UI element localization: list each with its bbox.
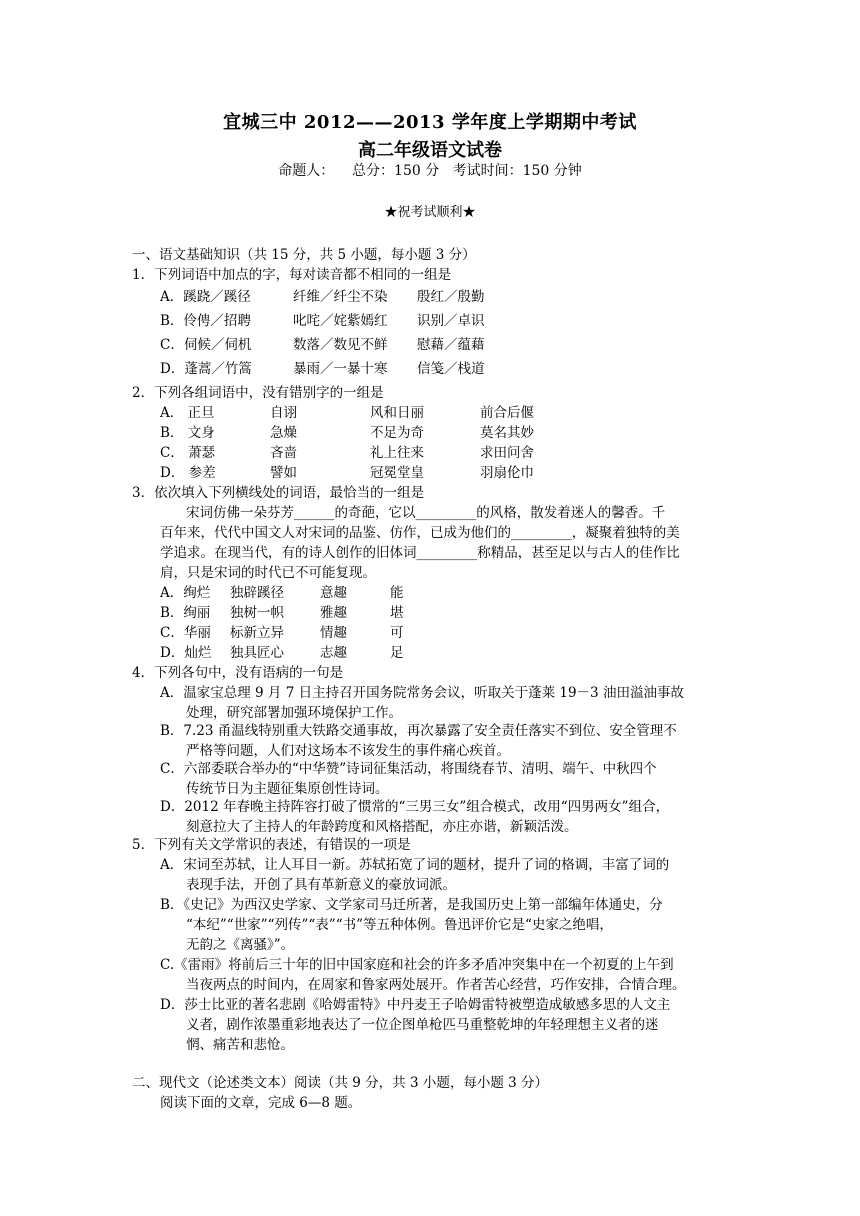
q1-option-a [160,288,537,306]
q4-stem: 4．下列各句中，没有语病的一句是 [132,665,344,681]
q2-d-2: 譬如 [270,465,297,481]
q3-a-4: 能 [390,585,404,601]
q5-option-a-cont: 表现手法，开创了具有革新意义的豪放词派。 [186,877,456,893]
q5-stem: 5．下列有关文学常识的表述，有错误的一项是 [132,837,411,853]
q3-b-1: B．绚丽 [160,605,211,621]
q3-a-3: 意趣 [320,585,347,601]
exam-meta: 命题人： 总分：150 分 考试时间：150 分钟 [278,163,582,179]
q4-option-a-cont: 处理，研究部署加强环境保护工作。 [186,705,402,721]
section1-heading: 一、语文基础知识（共 15 分，共 5 小题，每小题 3 分） [132,247,476,263]
q2-option-a [160,404,600,422]
q2-c-4: 求田问舍 [480,445,534,461]
q2-d-3: 冠冕堂皇 [370,465,424,481]
exam-title: 宜城三中 2012——2013 学年度上学期期中考试 [223,112,637,133]
q3-option-a [160,584,450,602]
q2-b-4: 莫名其妙 [480,425,534,441]
q4-option-d-cont: 刻意拉大了主持人的年龄跨度和风格搭配，亦庄亦谐，新颖活泼。 [186,819,578,835]
q2-b-1: B． 文身 [160,425,215,441]
q2-a-3: 风和日丽 [370,405,424,421]
q3-c-4: 可 [390,625,404,641]
q2-c-3: 礼上往来 [370,445,424,461]
q5-option-b-cont: “本纪”“世家”“列传”“表”“书”等五种体例。鲁迅评价它是“史家之绝唱， [186,917,613,933]
q1-b-3: 识别／卓识 [417,313,485,329]
q2-option-d [160,464,600,482]
q3-a-2: 独辟蹊径 [230,585,284,601]
q3-passage-line: 宋词仿佛一朵芬芳______的奇葩，它以_________的风格，散发着迷人的馨香。千 [186,505,666,521]
q1-a-3: 殷红／殷勤 [417,289,485,305]
q1-b-1: B．伶俜／招聘 [160,313,251,329]
q1-d-2: 暴雨／一暴十寒 [293,361,388,377]
q3-d-2: 独具匠心 [230,645,284,661]
q1-c-3: 慰藉／蕴藉 [417,337,485,353]
q5-option-b-cont: 无韵之《离骚》”。 [186,937,295,953]
q4-option-c-cont: 传统节日为主题征集原创性诗词。 [186,781,389,797]
q2-a-1: A． 正旦 [160,405,215,421]
q1-d-3: 信笺／栈道 [417,361,485,377]
q3-a-1: A．绚烂 [160,585,211,601]
q2-stem: 2．下列各组词语中，没有错别字的一组是 [132,385,384,401]
q3-b-2: 独树一帜 [230,605,284,621]
q5-option-d-cont: 惘、痛苦和悲怆。 [186,1037,294,1053]
q5-option-a: A．宋词至苏轼，让人耳目一新。苏轼拓宽了词的题材，提升了词的格调，丰富了词的 [160,857,670,873]
q2-b-2: 急燥 [270,425,297,441]
q3-b-3: 雅趣 [320,605,347,621]
q2-c-1: C． 萧瑟 [160,445,216,461]
q3-b-4: 堪 [390,605,404,621]
q1-c-2: 数落／数见不鲜 [293,337,388,353]
q1-d-1: D．蓬蒿／竹篙 [160,361,252,377]
q2-a-4: 前合后偃 [480,405,534,421]
section2-instruction: 阅读下面的文章，完成 6—8 题。 [160,1095,362,1111]
q3-d-3: 志趣 [320,645,347,661]
q2-option-c [160,444,600,462]
q5-option-c-cont: 当夜两点的时间内，在周家和鲁家两处展开。作者苦心经营，巧作安排，合情合理。 [186,977,686,993]
q1-option-b [160,312,537,330]
q2-a-2: 自诩 [270,405,297,421]
q1-c-1: C．伺候／伺机 [160,337,252,353]
q2-d-1: D． 参差 [160,465,216,481]
q3-stem: 3．依次填入下列横线处的词语，最恰当的一组是 [132,485,425,501]
q2-d-4: 羽扇伦巾 [480,465,534,481]
q2-b-3: 不足为奇 [370,425,424,441]
q3-d-4: 足 [390,645,404,661]
q3-passage-line: 学追求。在现当代，有的诗人创作的旧体词_________称精品，甚至足以与古人的佳作比 [160,545,680,561]
q3-option-b [160,604,450,622]
q3-d-1: D．灿烂 [160,645,212,661]
q1-a-2: 纤维／纤尘不染 [293,289,388,305]
good-luck-line: ★祝考试顺利★ [384,205,476,220]
q4-option-b-cont: 严格等问题，人们对这场本不该发生的事件痛心疾首。 [186,743,510,759]
q4-option-d: D．2012 年春晚主持阵容打破了惯常的“三男三女”组合模式，改用“四男两女”组合， [160,799,670,815]
q3-c-2: 标新立异 [230,625,284,641]
q5-option-d-cont: 义者，剧作浓墨重彩地表达了一位企图单枪匹马重整乾坤的年轻理想主义者的迷 [186,1017,659,1033]
q5-option-b: B．《史记》为西汉史学家、文学家司马迁所著，是我国历史上第一部编年体通史，分 [160,897,663,913]
q3-option-d [160,644,450,662]
section2-heading: 二、现代文（论述类文本）阅读（共 9 分，共 3 小题，每小题 3 分） [132,1075,549,1091]
exam-subtitle: 高二年级语文试卷 [358,140,502,161]
q3-passage-line: 肩，只是宋词的时代已不可能复现。 [160,565,376,581]
q5-option-d: D．莎士比亚的著名悲剧《哈姆雷特》中丹麦王子哈姆雷特被塑造成敏感多思的人文主 [160,997,671,1013]
q2-c-2: 吝啬 [270,445,297,461]
q3-option-c [160,624,450,642]
q5-option-c: C.《雷雨》将前后三十年的旧中国家庭和社会的许多矛盾冲突集中在一个初夏的上午到 [160,957,674,973]
q1-option-d [160,360,537,378]
q3-c-1: C．华丽 [160,625,211,641]
q4-option-a: A．温家宝总理 9 月 7 日主持召开国务院常务会议，听取关于蓬莱 19－3 油田溢油事故 [160,685,684,701]
q3-c-3: 情趣 [320,625,347,641]
q1-option-c [160,336,537,354]
q1-stem: 1．下列词语中加点的字，每对读音都不相同的一组是 [132,267,452,283]
q3-passage-line: 百年来，代代中国文人对宋词的品鉴、仿作，已成为他们的_________，凝聚着独特的美 [160,525,680,541]
q1-a-1: A．蹊跷／蹊径 [160,289,251,305]
q4-option-c: C．六部委联合举办的“中华赞”诗词征集活动，将围绕春节、清明、端午、中秋四个 [160,761,657,777]
q1-b-2: 叱咤／姹紫嫣红 [293,313,388,329]
q4-option-b: B．7.23 甬温线特别重大铁路交通事故，再次暴露了安全责任落实不到位、安全管理不 [160,723,677,739]
q2-option-b [160,424,600,442]
